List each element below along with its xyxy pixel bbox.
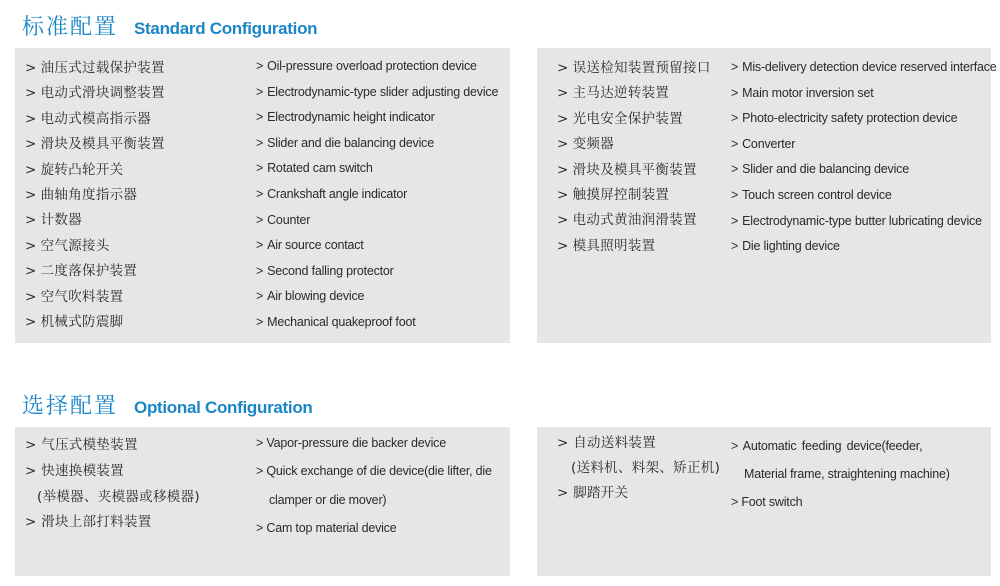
standard-right-en-item (731, 238, 840, 254)
bullet-marker: > (25, 288, 37, 305)
bullet-marker: > (731, 188, 739, 202)
standard-left-en-label: Rotated cam switch (267, 161, 373, 176)
bullet-marker: > (557, 212, 569, 229)
standard-right-cn-label: 光电安全保护装置 (572, 110, 684, 127)
bullet-marker: > (256, 187, 264, 201)
bullet-marker: > (25, 161, 37, 178)
standard-left-en-item (256, 109, 435, 125)
standard-right-en-item (731, 161, 909, 177)
standard-left-cn-label: 计数器 (40, 212, 83, 229)
standard-left-en-item (256, 186, 407, 202)
standard-left-cn-label: 电动式模高指示器 (40, 110, 152, 127)
optional-right-cn-2: (送料机、料架、矫正机) (571, 460, 721, 476)
standard-right-cn-label: 触摸屏控制装置 (572, 187, 670, 203)
standard-right-en-label: Photo-electricity safety protection device (742, 111, 958, 126)
standard-right-cn-item (557, 136, 614, 152)
standard-left-en-item (256, 237, 364, 253)
standard-left-cn-item (25, 60, 165, 76)
bullet-marker: > (557, 136, 569, 153)
standard-right-en-label: Touch screen control device (742, 188, 892, 202)
standard-left-cn-label: 机械式防震脚 (40, 314, 124, 330)
standard-left-en-label: Second falling protector (267, 263, 394, 278)
bullet-marker: > (25, 136, 37, 153)
bullet-marker: > (256, 59, 264, 73)
standard-left-en-label: Electrodynamic height indicator (267, 110, 435, 125)
standard-right-cn-label: 主马达逆转装置 (572, 85, 670, 102)
optional-title-cn: 选择配置 (22, 394, 119, 419)
optional-left-cn-2: > 快速换模装置 (25, 463, 125, 479)
standard-left-en-item (256, 212, 310, 228)
standard-right-en-item (731, 85, 873, 101)
bullet-marker: > (557, 85, 569, 102)
bullet-marker: > (256, 135, 264, 150)
standard-left-en-item (256, 314, 415, 330)
bullet-marker: > (557, 237, 569, 254)
standard-left-en-label: Electrodynamic-type slider adjusting device (267, 84, 499, 99)
optional-left-en-3: clamper or die mover) (269, 493, 387, 507)
standard-left-cn-item (25, 85, 165, 101)
bullet-marker: > (731, 111, 739, 126)
standard-right-cn-item (557, 85, 669, 101)
standard-title-cn: 标准配置 (22, 15, 119, 40)
standard-left-en-label: Mechanical quakeproof foot (267, 315, 416, 329)
bullet-marker: > (256, 263, 264, 278)
bullet-marker: > (557, 110, 569, 127)
optional-right-cn-3: > 脚踏开关 (557, 485, 629, 501)
standard-left-cn-item (25, 289, 123, 305)
bullet-marker: > (256, 212, 264, 227)
standard-right-cn-item (557, 187, 669, 203)
standard-left-en-label: Air blowing device (267, 289, 365, 304)
standard-right-cn-item (557, 212, 697, 228)
standard-left-cn-label: 空气吹料装置 (40, 288, 124, 305)
bullet-marker: > (25, 237, 37, 254)
standard-right-en-item (731, 59, 997, 75)
bullet-marker: > (731, 239, 739, 254)
standard-left-cn-label: 空气源接头 (40, 237, 110, 254)
standard-left-cn-label: 电动式滑块调整装置 (40, 85, 165, 102)
standard-right-en-item (731, 110, 957, 126)
standard-left-en-label: Oil-pressure overload protection device (267, 59, 477, 73)
optional-right-cn-1: > 自动送料装置 (557, 435, 657, 451)
standard-right-cn-item (557, 60, 711, 76)
standard-section-title (22, 10, 317, 41)
standard-left-en-item (256, 135, 434, 151)
bullet-marker: > (557, 187, 569, 203)
standard-left-cn-item (25, 238, 110, 254)
standard-right-en-label: Electrodynamic-type butter lubricating device (742, 213, 982, 228)
standard-right-en-item (731, 213, 982, 229)
standard-right-en-item (731, 136, 795, 152)
bullet-marker: > (256, 84, 264, 99)
bullet-marker: > (557, 60, 569, 76)
standard-left-cn-label: 滑块及模具平衡装置 (40, 136, 165, 153)
standard-left-en-label: Air source contact (267, 238, 364, 253)
standard-left-cn-item (25, 212, 82, 228)
standard-right-en-label: Slider and die balancing device (742, 162, 909, 177)
standard-right-en-label: Main motor inversion set (742, 85, 874, 100)
bullet-marker: > (25, 110, 37, 127)
standard-right-cn-label: 模具照明装置 (572, 237, 656, 254)
standard-left-cn-item (25, 111, 151, 127)
bullet-marker: > (25, 212, 37, 229)
bullet-marker: > (731, 85, 739, 100)
bullet-marker: > (25, 263, 37, 280)
bullet-marker: > (25, 187, 37, 203)
standard-left-en-item (256, 84, 498, 100)
standard-left-cn-item (25, 187, 137, 203)
optional-right-panel (537, 427, 991, 576)
optional-left-panel (15, 427, 510, 576)
bullet-marker: > (256, 110, 264, 125)
optional-right-en-3: > Foot switch (731, 495, 803, 509)
bullet-marker: > (256, 315, 264, 329)
standard-left-cn-item (25, 314, 123, 330)
standard-right-en-label: Converter (742, 136, 796, 151)
standard-left-cn-item (25, 263, 137, 279)
bullet-marker: > (25, 60, 37, 76)
standard-left-en-item (256, 263, 394, 279)
standard-right-cn-label: 滑块及模具平衡装置 (572, 161, 697, 178)
bullet-marker: > (731, 136, 739, 151)
optional-left-en-2: > Quick exchange of die device(die lifter, die (256, 464, 492, 478)
standard-left-en-label: Counter (267, 212, 311, 227)
optional-left-en-4: > Cam top material device (256, 521, 397, 535)
standard-right-en-item (731, 187, 892, 203)
standard-right-panel (537, 48, 997, 343)
bullet-marker: > (256, 238, 264, 253)
optional-right-en-1: > Automatic feeding device(feeder, (731, 439, 923, 453)
standard-right-cn-item (557, 111, 683, 127)
standard-left-cn-item (25, 162, 123, 178)
standard-right-cn-item (557, 238, 655, 254)
standard-right-en-label: Mis-delivery detection device reserved interface (742, 60, 997, 74)
standard-left-cn-label: 油压式过载保护装置 (40, 60, 165, 76)
standard-right-cn-item (557, 162, 697, 178)
standard-left-cn-item (25, 136, 165, 152)
standard-right-cn-label: 变频器 (572, 136, 615, 153)
standard-left-cn-label: 曲轴角度指示器 (40, 187, 138, 203)
optional-title-en: Optional Configuration (134, 398, 313, 417)
standard-right-en-label: Die lighting device (742, 239, 840, 254)
optional-section-title (22, 389, 313, 420)
standard-left-en-label: Slider and die balancing device (267, 135, 434, 150)
standard-left-en-item (256, 160, 373, 176)
standard-title-en: Standard Configuration (134, 19, 318, 38)
standard-left-cn-label: 旋转凸轮开关 (40, 161, 124, 178)
optional-left-cn-1: > 气压式模垫装置 (25, 437, 138, 453)
optional-left-cn-4: > 滑块上部打料装置 (25, 514, 152, 530)
bullet-marker: > (731, 60, 739, 74)
standard-right-cn-label: 误送检知装置预留接口 (572, 60, 711, 76)
optional-left-en-1: > Vapor-pressure die backer device (256, 436, 446, 450)
standard-right-cn-label: 电动式黄油润滑装置 (572, 212, 697, 229)
optional-left-cn-3: (举模器、夹模器或移模器) (37, 489, 200, 505)
optional-right-en-2: Material frame, straightening machine) (744, 467, 950, 481)
bullet-marker: > (25, 85, 37, 102)
bullet-marker: > (557, 161, 569, 178)
bullet-marker: > (731, 213, 739, 228)
bullet-marker: > (731, 162, 739, 177)
standard-left-en-label: Crankshaft angle indicator (267, 187, 408, 201)
standard-left-panel (15, 48, 510, 343)
bullet-marker: > (256, 289, 264, 304)
standard-left-en-item (256, 288, 364, 304)
bullet-marker: > (25, 314, 37, 330)
standard-left-en-item (256, 58, 477, 74)
standard-left-cn-label: 二度落保护装置 (40, 263, 138, 280)
bullet-marker: > (256, 161, 264, 176)
